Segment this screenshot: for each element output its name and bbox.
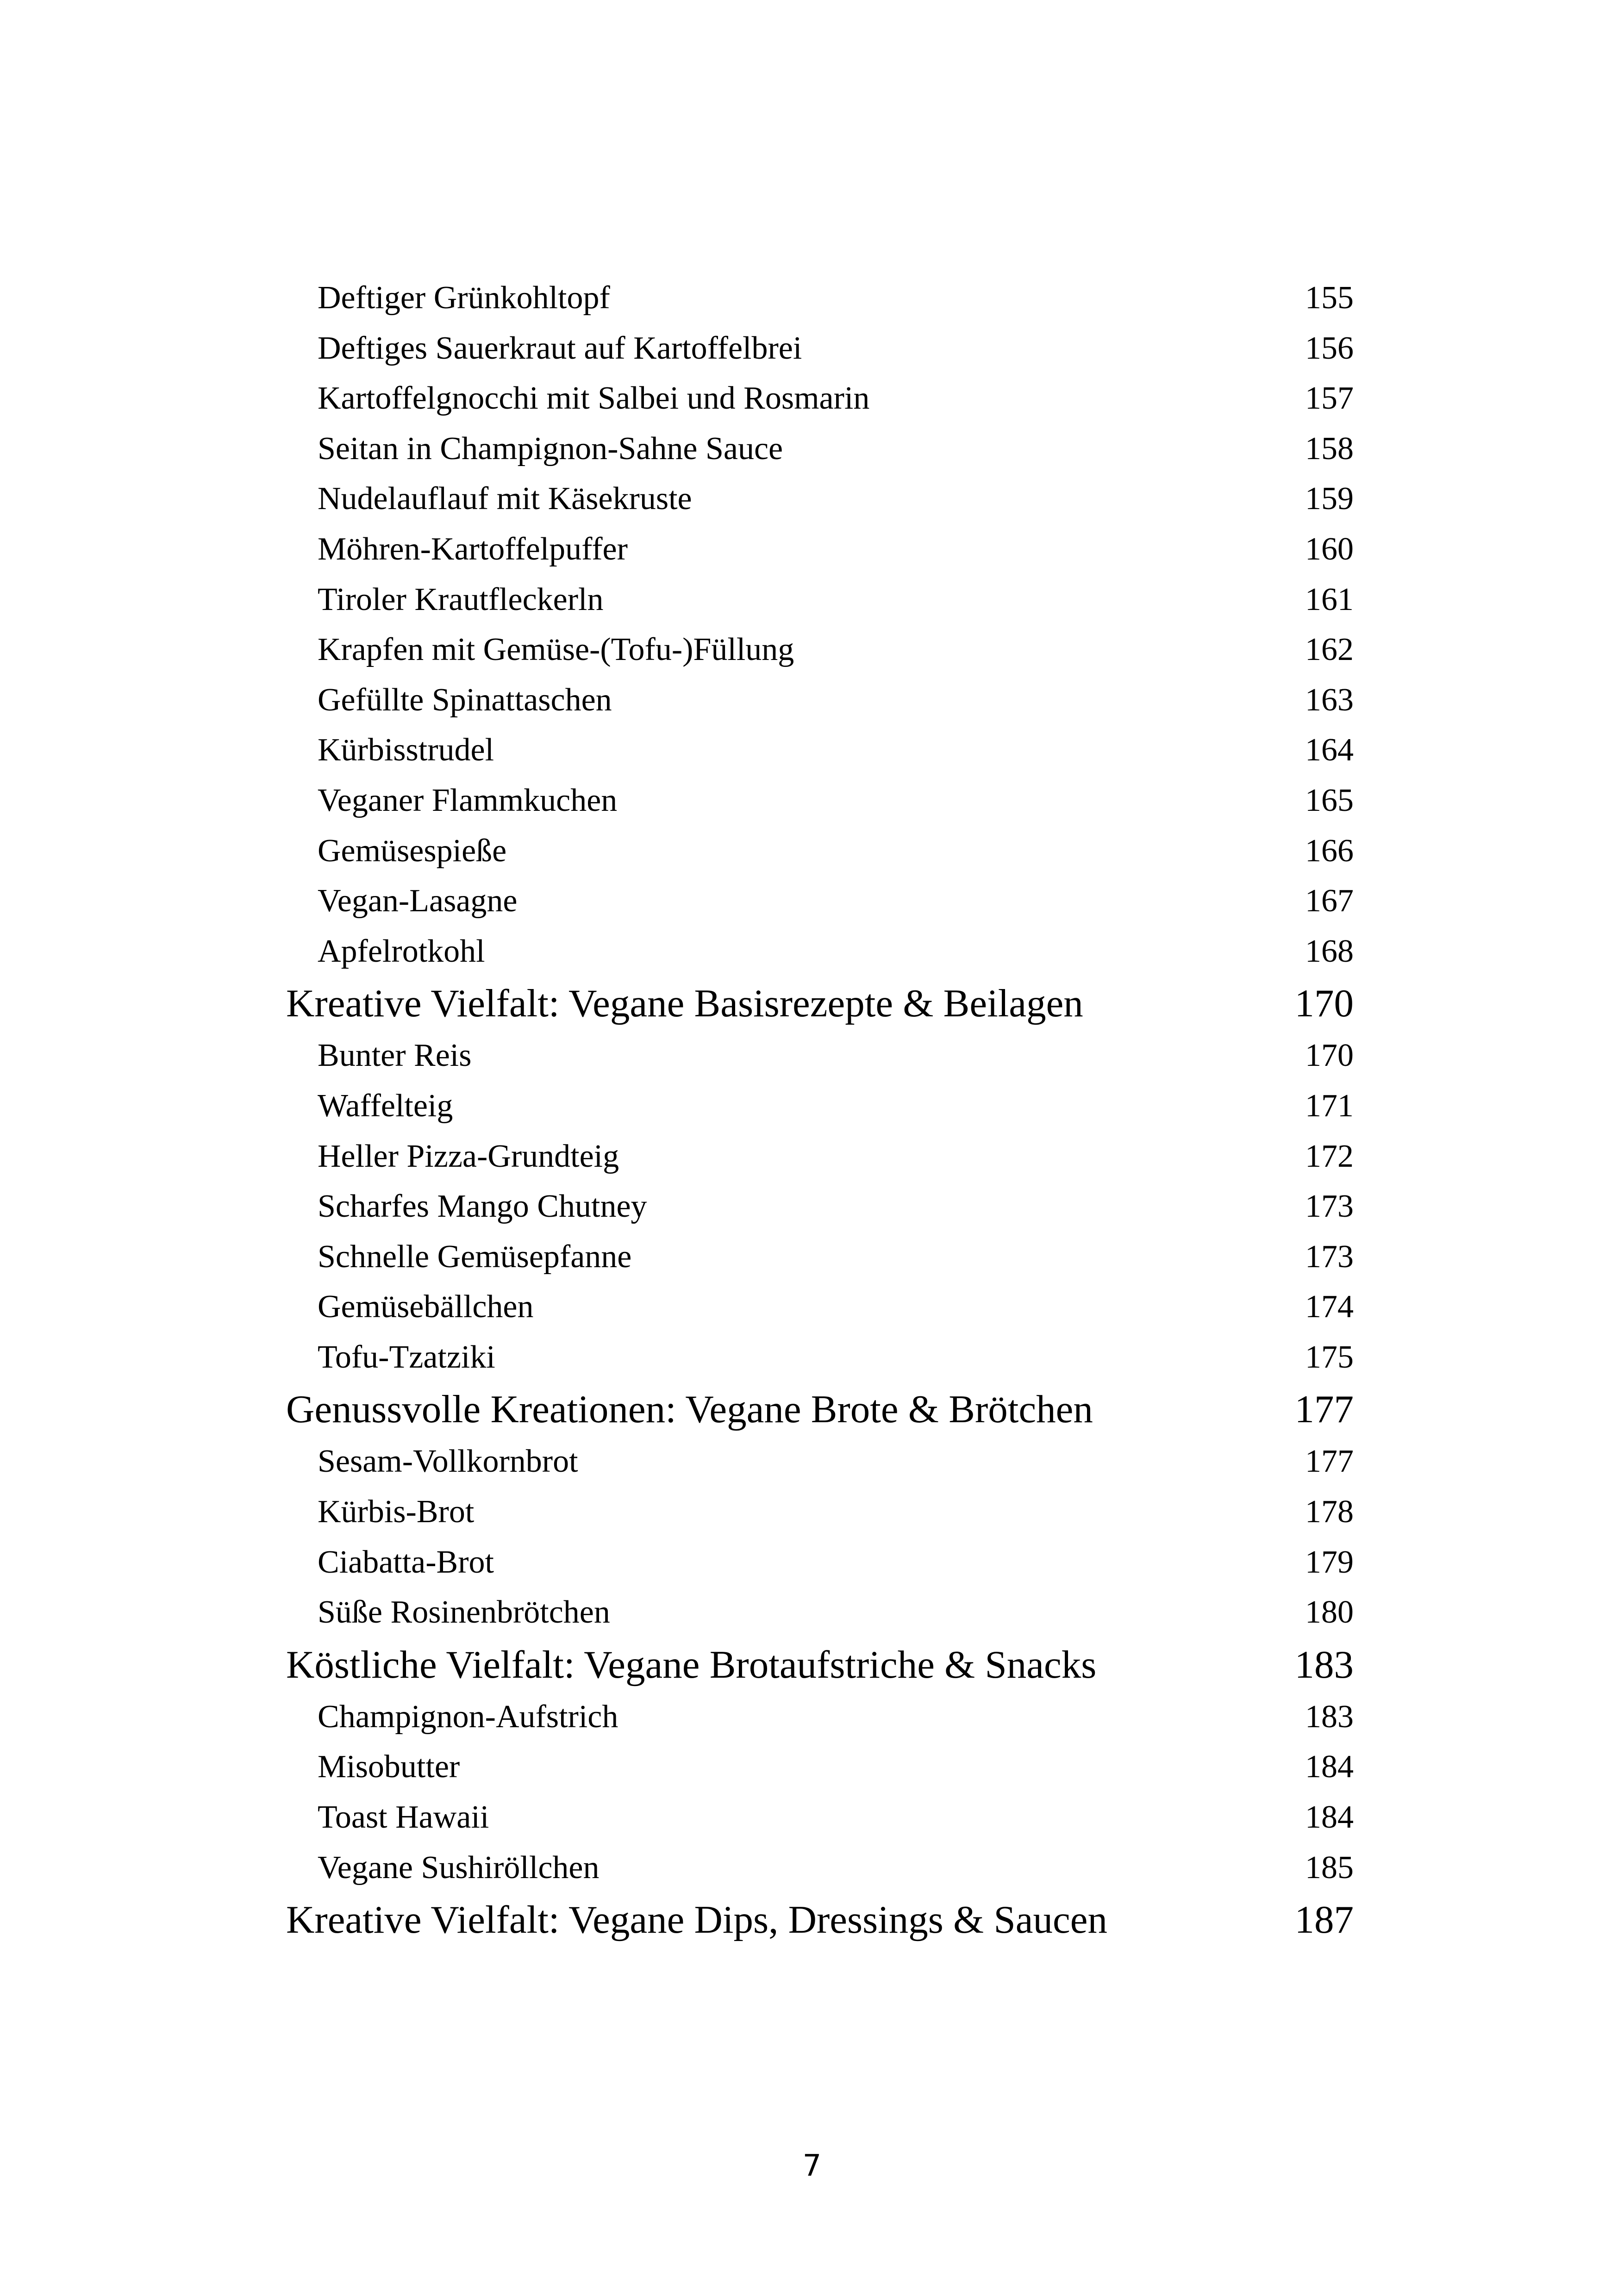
toc-entry-title: Tofu-Tzatziki bbox=[318, 1339, 495, 1375]
toc-entry-page-number: 155 bbox=[1305, 280, 1354, 316]
toc-entry-title: Veganer Flammkuchen bbox=[318, 782, 618, 818]
toc-recipe-entry bbox=[286, 927, 1354, 977]
toc-recipe-entry bbox=[286, 1332, 1354, 1383]
toc-entry-title: Heller Pizza-Grundteig bbox=[318, 1138, 619, 1174]
toc-recipe-entry bbox=[286, 1081, 1354, 1132]
toc-entry-title: Nudelauflauf mit Käsekruste bbox=[318, 481, 692, 517]
toc-recipe-entry bbox=[286, 1792, 1354, 1843]
toc-entry-page-number: 178 bbox=[1305, 1494, 1354, 1530]
toc-entry-page-number: 177 bbox=[1305, 1444, 1354, 1480]
toc-entry-page-number: 183 bbox=[1305, 1699, 1354, 1735]
toc-recipe-entry bbox=[286, 424, 1354, 474]
toc-recipe-entry bbox=[286, 1742, 1354, 1792]
toc-entry-page-number: 173 bbox=[1305, 1188, 1354, 1225]
toc-recipe-entry bbox=[286, 876, 1354, 927]
toc-recipe-entry bbox=[286, 826, 1354, 877]
toc-entry-page-number: 157 bbox=[1305, 380, 1354, 417]
toc-entry-title: Tiroler Krautfleckerln bbox=[318, 581, 604, 617]
toc-recipe-entry bbox=[286, 1232, 1354, 1282]
toc-entry-page-number: 167 bbox=[1305, 883, 1354, 919]
toc-entry-page-number: 184 bbox=[1305, 1799, 1354, 1836]
toc-entry-page-number: 170 bbox=[1294, 982, 1354, 1026]
toc-entry-title: Apfelrotkohl bbox=[318, 933, 485, 969]
toc-entry-page-number: 175 bbox=[1305, 1339, 1354, 1375]
toc-entry-page-number: 163 bbox=[1305, 682, 1354, 718]
toc-recipe-entry bbox=[286, 675, 1354, 726]
toc-entry-page-number: 168 bbox=[1305, 933, 1354, 969]
toc-entry-page-number: 165 bbox=[1305, 782, 1354, 818]
toc-entry-title: Krapfen mit Gemüse-(Tofu-)Füllung bbox=[318, 632, 794, 668]
toc-entry-page-number: 187 bbox=[1294, 1898, 1354, 1942]
toc-recipe-entry bbox=[286, 1132, 1354, 1182]
toc-recipe-entry bbox=[286, 1843, 1354, 1893]
toc-entry-title: Gefüllte Spinattaschen bbox=[318, 682, 612, 718]
toc-chapter-entry bbox=[286, 1893, 1354, 1947]
toc-entry-page-number: 159 bbox=[1305, 481, 1354, 517]
toc-entry-title: Deftiges Sauerkraut auf Kartoffelbrei bbox=[318, 330, 802, 366]
toc-entry-page-number: 166 bbox=[1305, 833, 1354, 869]
toc-entry-page-number: 179 bbox=[1305, 1544, 1354, 1580]
toc-entry-page-number: 184 bbox=[1305, 1749, 1354, 1785]
toc-entry-title: Bunter Reis bbox=[318, 1038, 472, 1074]
toc-entry-title: Deftiger Grünkohltopf bbox=[318, 280, 610, 316]
toc-entry-title: Kreative Vielfalt: Vegane Basisrezepte & Beilagen bbox=[286, 982, 1083, 1026]
toc-entry-title: Scharfes Mango Chutney bbox=[318, 1188, 647, 1225]
toc-entry-title: Gemüsespieße bbox=[318, 833, 507, 869]
toc-entry-title: Genussvolle Kreationen: Vegane Brote & Brötchen bbox=[286, 1388, 1093, 1431]
toc-recipe-entry bbox=[286, 273, 1354, 324]
toc-chapter-entry bbox=[286, 977, 1354, 1031]
toc-recipe-entry bbox=[286, 474, 1354, 524]
toc-entry-page-number: 180 bbox=[1305, 1594, 1354, 1630]
toc-entry-title: Vegan-Lasagne bbox=[318, 883, 518, 919]
toc-entry-page-number: 162 bbox=[1305, 632, 1354, 668]
toc-entry-page-number: 158 bbox=[1305, 430, 1354, 467]
toc-entry-page-number: 185 bbox=[1305, 1849, 1354, 1885]
toc-entry-title: Ciabatta-Brot bbox=[318, 1544, 494, 1580]
toc-entry-page-number: 174 bbox=[1305, 1289, 1354, 1325]
toc-entry-page-number: 177 bbox=[1294, 1388, 1354, 1431]
toc-recipe-entry bbox=[286, 725, 1354, 776]
toc-entry-title: Gemüsebällchen bbox=[318, 1289, 534, 1325]
toc-entry-page-number: 156 bbox=[1305, 330, 1354, 366]
toc-recipe-entry bbox=[286, 524, 1354, 575]
toc-entry-title: Toast Hawaii bbox=[318, 1799, 489, 1836]
toc-entry-page-number: 161 bbox=[1305, 581, 1354, 617]
toc-entry-title: Kürbisstrudel bbox=[318, 732, 494, 768]
toc-entry-title: Köstliche Vielfalt: Vegane Brotaufstriche & Snacks bbox=[286, 1643, 1097, 1686]
toc-recipe-entry bbox=[286, 1587, 1354, 1638]
toc-entry-title: Kreative Vielfalt: Vegane Dips, Dressings & Saucen bbox=[286, 1898, 1107, 1942]
toc-entry-title: Möhren-Kartoffelpuffer bbox=[318, 531, 628, 567]
toc-entry-page-number: 170 bbox=[1305, 1038, 1354, 1074]
toc-entry-page-number: 160 bbox=[1305, 531, 1354, 567]
toc-entry-page-number: 171 bbox=[1305, 1088, 1354, 1124]
toc-entry-title: Kartoffelgnocchi mit Salbei und Rosmarin bbox=[318, 380, 870, 417]
toc-entry-title: Süße Rosinenbrötchen bbox=[318, 1594, 610, 1630]
toc-chapter-entry bbox=[286, 1382, 1354, 1437]
toc-entry-title: Waffelteig bbox=[318, 1088, 453, 1124]
toc-entry-title: Vegane Sushiröllchen bbox=[318, 1849, 600, 1885]
toc-recipe-entry bbox=[286, 373, 1354, 424]
page-number: 7 bbox=[802, 2149, 822, 2183]
toc-recipe-entry bbox=[286, 1031, 1354, 1081]
toc-entry-page-number: 172 bbox=[1305, 1138, 1354, 1174]
toc-entry-title: Kürbis-Brot bbox=[318, 1494, 475, 1530]
toc-recipe-entry bbox=[286, 1487, 1354, 1537]
toc-recipe-entry bbox=[286, 1692, 1354, 1742]
toc-entry-page-number: 173 bbox=[1305, 1238, 1354, 1275]
toc-recipe-entry bbox=[286, 1182, 1354, 1232]
toc-recipe-entry bbox=[286, 1437, 1354, 1487]
toc-chapter-entry bbox=[286, 1638, 1354, 1692]
toc-entry-title: Misobutter bbox=[318, 1749, 460, 1785]
toc-recipe-entry bbox=[286, 1537, 1354, 1588]
toc-recipe-entry bbox=[286, 1282, 1354, 1332]
toc-recipe-entry bbox=[286, 575, 1354, 625]
toc-recipe-entry bbox=[286, 776, 1354, 826]
toc-entry-title: Seitan in Champignon-Sahne Sauce bbox=[318, 430, 783, 467]
toc-entry-title: Schnelle Gemüsepfanne bbox=[318, 1238, 632, 1275]
toc-entry-page-number: 164 bbox=[1305, 732, 1354, 768]
toc-entry-page-number: 183 bbox=[1294, 1643, 1354, 1686]
table-of-contents bbox=[286, 273, 1354, 1947]
toc-entry-title: Sesam-Vollkornbrot bbox=[318, 1444, 578, 1480]
toc-recipe-entry bbox=[286, 625, 1354, 675]
toc-entry-title: Champignon-Aufstrich bbox=[318, 1699, 618, 1735]
toc-recipe-entry bbox=[286, 324, 1354, 374]
